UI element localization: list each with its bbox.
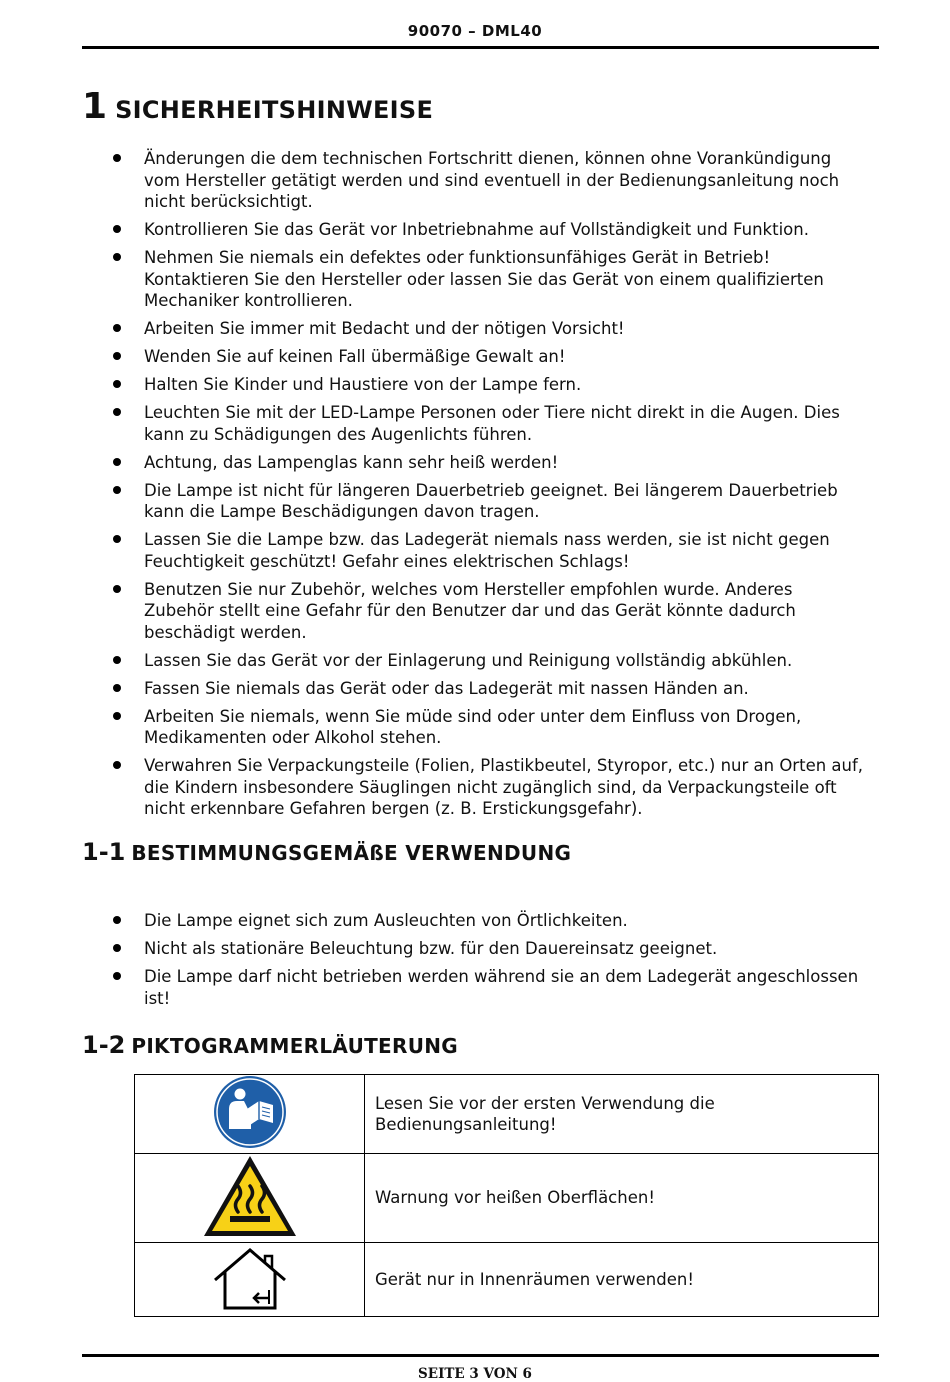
footer-rule [82, 1354, 879, 1357]
list-item: Änderungen die dem technischen Fortschritt dienen, können ohne Vorankündigung vom Hersteller getätigt werden und sind eventuell in der Bedienungsanleitung noch nicht berücksichtigt. [0, 148, 864, 213]
list-item: Benutzen Sie nur Zubehör, welches vom Hersteller empfohlen wurde. Anderes Zubehör stellt eine Gefahr für den Benutzer dar und das Gerät könnte dadurch beschädigt werden. [0, 579, 864, 644]
indoor-use-only-icon [209, 1244, 291, 1312]
list-item: Nehmen Sie niemals ein defektes oder funktionsunfähiges Gerät in Betrieb! Kontaktieren Sie den Hersteller oder lassen Sie das Gerät von einem qualifizierten Mechaniker kontrollieren. [0, 247, 864, 312]
hot-surface-warning-icon [202, 1154, 298, 1238]
document-header-title: 90070 – DML40 [407, 22, 543, 40]
section-title: SICHERHEITSHINWEISE [115, 96, 434, 124]
safety-notes-list [0, 148, 864, 826]
read-manual-icon [213, 1075, 287, 1149]
section-number: 1 [82, 86, 108, 127]
section-heading-1 [82, 86, 433, 127]
table-row [135, 1075, 879, 1154]
section-heading-1-1 [82, 838, 571, 866]
page-number-footer: SEITE 3 VON 6 [418, 1366, 532, 1382]
pictogram-description: Lesen Sie vor der ersten Verwendung die Bedienungsanleitung! [365, 1075, 879, 1154]
pictogram-cell [135, 1075, 365, 1154]
list-item: Halten Sie Kinder und Haustiere von der Lampe fern. [0, 374, 864, 396]
list-item: Verwahren Sie Verpackungsteile (Folien, Plastikbeutel, Styropor, etc.) nur an Orten auf, die Kindern insbesondere Säuglingen nicht zugänglich sind, da Verpackungsteile oft nicht erkennbare Gefahren bergen (z. B. Erstickungsgefahr). [0, 755, 864, 820]
pictogram-description: Warnung vor heißen Oberflächen! [365, 1154, 879, 1243]
pictogram-cell [135, 1243, 365, 1317]
list-item: Kontrollieren Sie das Gerät vor Inbetriebnahme auf Vollständigkeit und Funktion. [0, 219, 864, 241]
list-item: Fassen Sie niemals das Gerät oder das Ladegerät mit nassen Händen an. [0, 678, 864, 700]
section-number: 1-1 [82, 838, 126, 866]
table-row [135, 1243, 879, 1317]
list-item: Lassen Sie die Lampe bzw. das Ladegerät niemals nass werden, sie ist nicht gegen Feuchtigkeit geschützt! Gefahr eines elektrischen Schlags! [0, 529, 864, 572]
section-title: PIKTOGRAMMERLÄUTERUNG [131, 1034, 459, 1058]
list-item: Die Lampe ist nicht für längeren Dauerbetrieb geeignet. Bei längerem Dauerbetrieb kann die Lampe Beschädigungen davon tragen. [0, 480, 864, 523]
list-item: Lassen Sie das Gerät vor der Einlagerung und Reinigung vollständig abkühlen. [0, 650, 864, 672]
intended-use-list [0, 910, 864, 1016]
list-item: Die Lampe eignet sich zum Ausleuchten von Örtlichkeiten. [0, 910, 864, 932]
pictogram-table [134, 1074, 879, 1317]
section-title: BESTIMMUNGSGEMÄßE VERWENDUNG [131, 841, 572, 865]
header-rule [82, 46, 879, 49]
list-item: Nicht als stationäre Beleuchtung bzw. für den Dauereinsatz geeignet. [0, 938, 864, 960]
pictogram-description: Gerät nur in Innenräumen verwenden! [365, 1243, 879, 1317]
table-row [135, 1154, 879, 1243]
list-item: Leuchten Sie mit der LED-Lampe Personen oder Tiere nicht direkt in die Augen. Dies kann zu Schädigungen des Augenlichts führen. [0, 402, 864, 445]
list-item: Arbeiten Sie immer mit Bedacht und der nötigen Vorsicht! [0, 318, 864, 340]
list-item: Achtung, das Lampenglas kann sehr heiß werden! [0, 452, 864, 474]
pictogram-cell [135, 1154, 365, 1243]
section-heading-1-2 [82, 1031, 458, 1059]
section-number: 1-2 [82, 1031, 126, 1059]
list-item: Wenden Sie auf keinen Fall übermäßige Gewalt an! [0, 346, 864, 368]
list-item: Arbeiten Sie niemals, wenn Sie müde sind oder unter dem Einfluss von Drogen, Medikamenten oder Alkohol stehen. [0, 706, 864, 749]
list-item: Die Lampe darf nicht betrieben werden während sie an dem Ladegerät angeschlossen ist! [0, 966, 864, 1009]
